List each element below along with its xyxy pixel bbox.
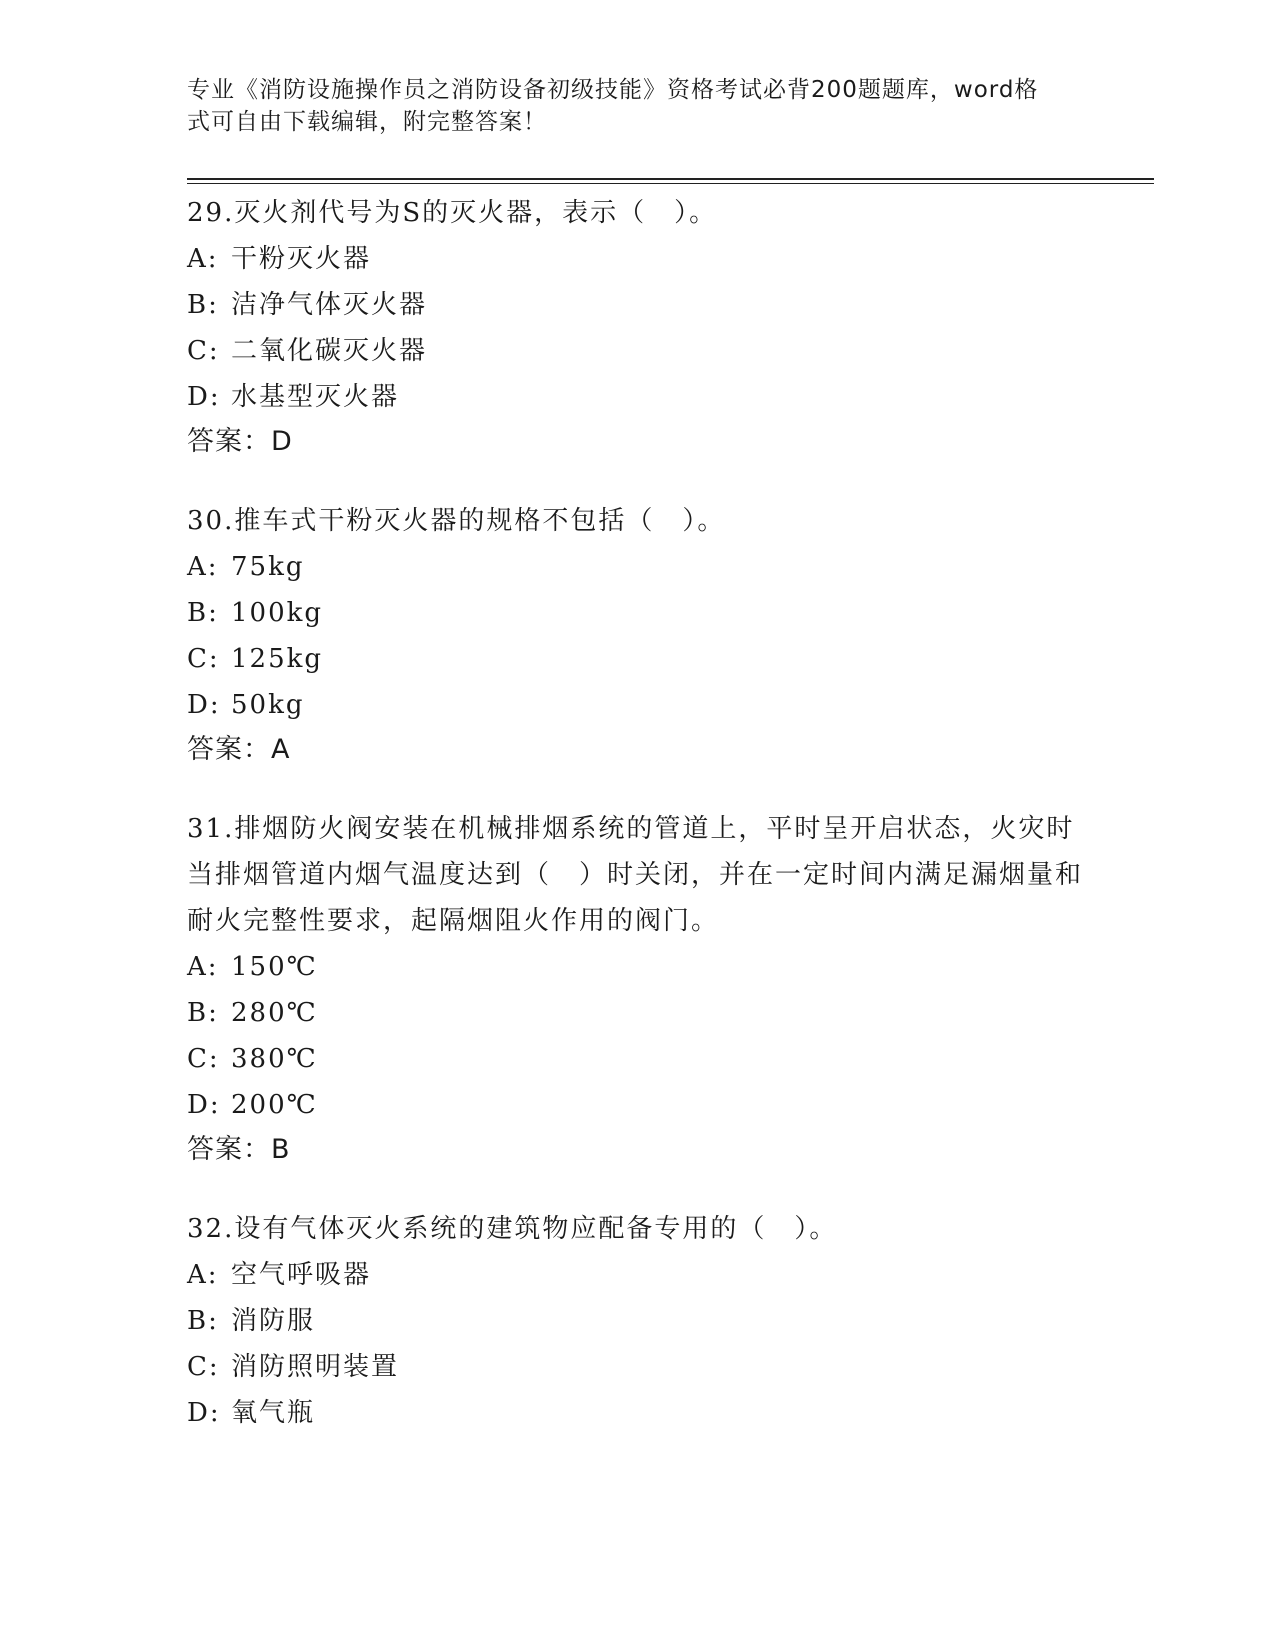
header-divider [187,178,1154,180]
option-letter: D: [187,1090,221,1120]
header-title-line2: 式可自由下载编辑，附完整答案！ [187,109,547,135]
option-c [187,636,1087,682]
option-letter: C: [187,336,220,366]
option-text: 280℃ [231,998,318,1028]
option-letter: A: [187,1260,219,1290]
option-text: 150℃ [231,952,318,982]
option-a [187,236,1087,282]
option-letter: C: [187,644,220,674]
option-text: 75kg [231,552,305,582]
option-letter: C: [187,1352,220,1382]
header-divider-thin [187,183,1154,184]
option-a [187,1252,1087,1298]
question-30 [187,498,1087,772]
option-d [187,1082,1087,1128]
option-letter: A: [187,552,219,582]
option-letter: B: [187,1306,219,1336]
option-text: 二氧化碳灭火器 [231,336,428,366]
option-text: 空气呼吸器 [231,1260,372,1290]
question-list [187,190,1087,1470]
option-text: 干粉灭火器 [231,244,372,274]
option-text: 200℃ [231,1090,318,1120]
option-c [187,1036,1087,1082]
option-letter: C: [187,1044,220,1074]
question-stem: 30.推车式干粉灭火器的规格不包括（ ）。 [187,506,726,536]
answer-line: 答案：A [187,734,291,765]
option-b [187,990,1087,1036]
option-text: 50kg [231,690,305,720]
option-letter: D: [187,382,221,412]
question-stem: 32.设有气体灭火系统的建筑物应配备专用的（ ）。 [187,1214,838,1244]
option-text: 氧气瓶 [231,1398,316,1428]
question-32 [187,1206,1087,1436]
option-b [187,1298,1087,1344]
header-title-line1: 专业《消防设施操作员之消防设备初级技能》资格考试必背200题题库，word格 [187,77,1039,103]
option-text: 消防照明装置 [231,1352,400,1382]
option-text: 125kg [231,644,324,674]
option-d [187,682,1087,728]
question-stem: 31.排烟防火阀安装在机械排烟系统的管道上，平时呈开启状态，火灾时当排烟管道内烟气温度达到（ ）时关闭，并在一定时间内满足漏烟量和耐火完整性要求，起隔烟阻火作用的阀门。 [187,814,1084,936]
option-d [187,1390,1087,1436]
option-letter: A: [187,952,219,982]
option-d [187,374,1087,420]
option-text: 100kg [231,598,324,628]
answer-line: 答案：D [187,426,293,457]
option-c [187,1344,1087,1390]
document-header [187,74,1067,138]
answer-line: 答案：B [187,1134,291,1165]
option-letter: D: [187,1398,221,1428]
option-letter: D: [187,690,221,720]
option-letter: B: [187,998,219,1028]
option-a [187,944,1087,990]
option-b [187,590,1087,636]
option-c [187,328,1087,374]
option-letter: B: [187,598,219,628]
option-text: 水基型灭火器 [231,382,400,412]
option-b [187,282,1087,328]
option-text: 消防服 [231,1306,316,1336]
option-a [187,544,1087,590]
question-31 [187,806,1087,1172]
option-letter: B: [187,290,219,320]
option-letter: A: [187,244,219,274]
option-text: 洁净气体灭火器 [231,290,428,320]
option-text: 380℃ [231,1044,318,1074]
question-stem: 29.灭火剂代号为S的灭火器，表示（ ）。 [187,198,718,228]
question-29 [187,190,1087,464]
